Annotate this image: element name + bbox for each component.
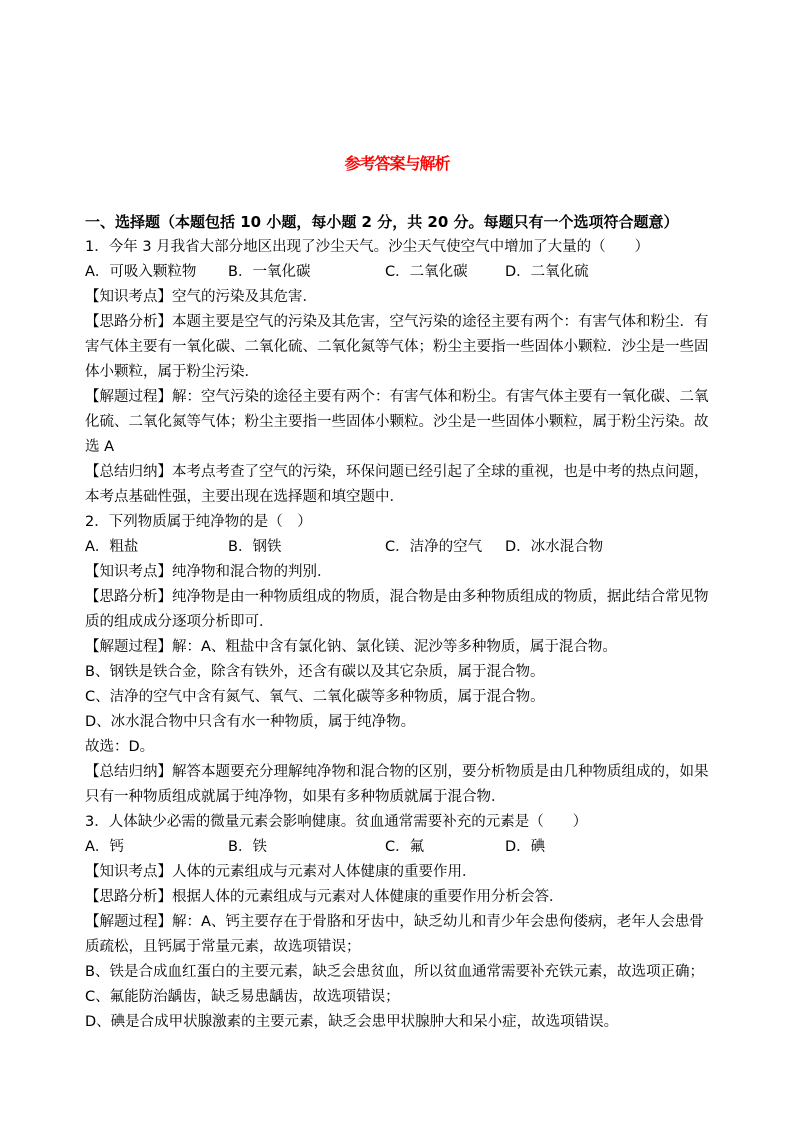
text-line: 3．人体缺少必需的微量元素会影响健康。贫血通常需要补充的元素是（ ）	[85, 814, 588, 830]
text-line: 【知识考点】纯净物和混合物的判别．	[85, 564, 332, 580]
text-line: 害气体主要有一氧化碳、二氧化硫、二氧化氮等气体；粉尘主要指一些固体小颗粒．沙尘是一些固	[85, 339, 709, 355]
options-row	[85, 835, 713, 860]
option-d: D．碘	[505, 839, 546, 855]
text-line: 质疏松，且钙属于常量元素，故选项错误；	[85, 939, 361, 955]
text-line: 【总结归纳】本考点考查了空气的污染，环保问题已经引起了全球的重视，也是中考的热点问题，	[85, 464, 709, 480]
text-line: C、氟能防治龋齿，缺乏易患龋齿，故选项错误；	[85, 989, 400, 1005]
text-line: 【知识考点】人体的元素组成与元素对人体健康的重要作用．	[85, 864, 477, 880]
text-line: B、钢铁是铁合金，除含有铁外，还含有碳以及其它杂质，属于混合物。	[85, 664, 545, 680]
text-line: 体小颗粒，属于粉尘污染．	[85, 364, 259, 380]
option-b: B．钢铁	[228, 539, 282, 555]
option-d: D．二氧化硫	[505, 264, 589, 280]
text-line: 【知识考点】空气的污染及其危害．	[85, 289, 317, 305]
option-b: B．一氧化碳	[228, 264, 311, 280]
text-line: 【解题过程】解：空气污染的途径主要有两个：有害气体和粉尘。有害气体主要有一氧化碳、二氧	[85, 389, 709, 405]
text-line: 故选：D。	[85, 739, 155, 755]
text-line: C、洁净的空气中含有氮气、氧气、二氧化碳等多种物质，属于混合物。	[85, 689, 545, 705]
option-d: D．冰水混合物	[505, 539, 604, 555]
text-line: 【解题过程】解：A、钙主要存在于骨胳和牙齿中，缺乏幼儿和青少年会患佝偻病，老年人会患骨	[85, 914, 704, 930]
text-line: 【解题过程】解：A、粗盐中含有氯化钠、氯化镁、泥沙等多种物质，属于混合物。	[85, 639, 617, 655]
text-line: B、铁是合成血红蛋白的主要元素，缺乏会患贫血，所以贫血通常需要补充铁元素，故选项正确；	[85, 964, 704, 980]
section-heading: 一、选择题（本题包括 10 小题，每小题 2 分，共 20 分。每题只有一个选项符合题意）	[85, 213, 679, 231]
text-line: 本考点基础性强，主要出现在选择题和填空题中．	[85, 489, 404, 505]
option-b: B．铁	[228, 839, 267, 855]
page-title: 参考答案与解析	[344, 154, 450, 173]
text-line: 选 A	[85, 439, 115, 455]
text-line: 2．下列物质属于纯净物的是（ ）	[85, 514, 312, 530]
text-line: D、碘是合成甲状腺激素的主要元素，缺乏会患甲状腺肿大和呆小症，故选项错误。	[85, 1014, 619, 1030]
options-row	[85, 260, 713, 285]
text-line: D、冰水混合物中只含有水一种物质，属于纯净物。	[85, 714, 416, 730]
options-row	[85, 535, 713, 560]
text-line: 化硫、二氧化氮等气体；粉尘主要指一些固体小颗粒。沙尘是一些固体小颗粒，属于粉尘污染。故	[85, 414, 709, 430]
option-c: C．二氧化碳	[385, 264, 468, 280]
option-a: A．可吸入颗粒物	[85, 264, 197, 280]
text-line: 【思路分析】纯净物是由一种物质组成的物质，混合物是由多种物质组成的物质，据此结合常见物	[85, 589, 709, 605]
text-line: 质的组成成分逐项分析即可．	[85, 614, 274, 630]
text-line: 只有一种物质组成就属于纯净物，如果有多种物质就属于混合物．	[85, 789, 506, 805]
option-c: C．氟	[385, 839, 425, 855]
option-a: A．粗盐	[85, 539, 139, 555]
option-c: C．洁净的空气	[385, 539, 483, 555]
text-line: 【思路分析】本题主要是空气的污染及其危害，空气污染的途径主要有两个：有害气体和粉尘．有	[85, 314, 709, 330]
option-a: A．钙	[85, 839, 124, 855]
text-line: 【总结归纳】解答本题要充分理解纯净物和混合物的区别，要分析物质是由几种物质组成的，如果	[85, 764, 709, 780]
text-line: 1．今年 3 月我省大部分地区出现了沙尘天气。沙尘天气使空气中增加了大量的（ ）	[85, 239, 650, 255]
document-content	[85, 210, 713, 1035]
text-line: 【思路分析】根据人体的元素组成与元素对人体健康的重要作用分析会答．	[85, 889, 564, 905]
